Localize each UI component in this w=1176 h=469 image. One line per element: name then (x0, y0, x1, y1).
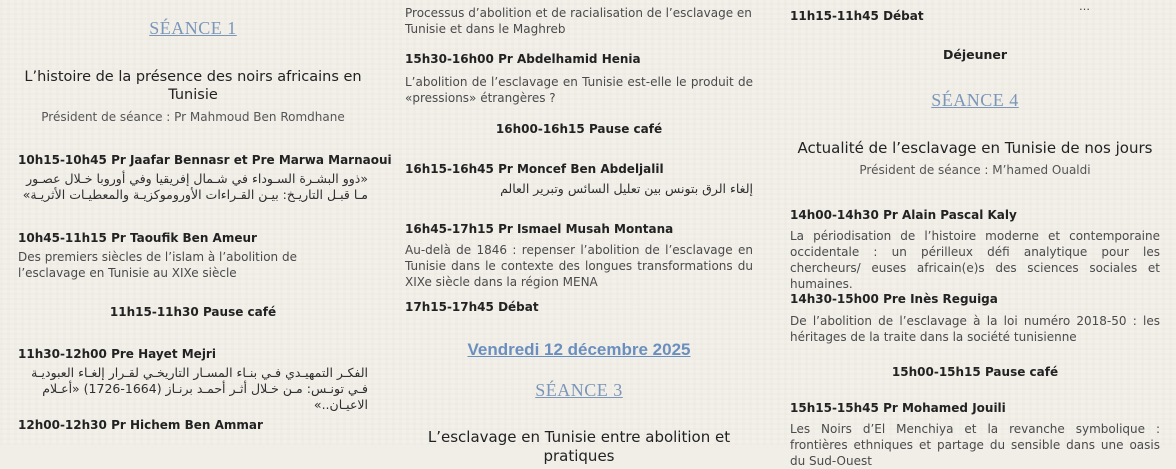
day-heading: Vendredi 12 décembre 2025 (467, 340, 691, 359)
debate-slot (405, 300, 753, 314)
talk-slot (405, 222, 753, 236)
talk-time: 11h30-12h00 (18, 347, 107, 361)
coffee-break (405, 122, 753, 136)
seance-4-title: Actualité de l’esclavage en Tunisie de nos jours (797, 139, 1153, 157)
talk-title: De l’abolition de l’esclavage à la loi numéro 2018-50 : les héritages de la traite dans la société tunisienne (790, 314, 1160, 344)
talk-slot (405, 162, 753, 176)
seance-3-heading: SÉANCE 3 (535, 380, 623, 400)
debate-time: 17h15-17h45 (405, 300, 494, 314)
talk-time: 10h45-11h15 (18, 231, 107, 245)
arabic-text-fragment: … (1079, 0, 1090, 13)
talk-title: Les Noirs d’El Menchiya et la revanche symbolique : frontières ethniques et partage du sensible dans une oasis du Sud-Ouest (790, 422, 1160, 468)
lunch-break: Déjeuner (942, 47, 1008, 62)
break-time: 16h00-16h15 (495, 122, 585, 136)
break-time: 15h00-15h15 (891, 365, 981, 379)
talk-speaker: Pr Hichem Ben Ammar (111, 418, 263, 432)
talk-speaker: Pr Ismael Musah Montana (498, 222, 674, 236)
talk-time: 15h15-15h45 (790, 401, 879, 415)
debate-time: 11h15-11h45 (790, 9, 879, 23)
talk-slot (18, 347, 368, 361)
talk-speaker: Pr Abdelhamid Henia (498, 52, 641, 66)
talk-speaker: Pr Alain Pascal Kaly (883, 208, 1017, 222)
talk-time: 15h30-16h00 (405, 52, 494, 66)
program-column-middle (405, 0, 753, 465)
talk-speaker: Pr Mohamed Jouili (883, 401, 1006, 415)
seance-1-title: L’histoire de la présence des noirs africains en Tunisie (24, 69, 362, 103)
talk-slot (405, 52, 753, 66)
break-label: Pause café (588, 122, 663, 136)
talk-time: 16h45-17h15 (405, 222, 494, 236)
talk-slot (18, 153, 392, 167)
debate-slot (790, 9, 1160, 23)
talk-title: Des premiers siècles de l’islam à l’abolition de l’esclavage en Tunisie au XIXe siècle (18, 250, 297, 280)
break-time: 11h15-11h30 (109, 305, 199, 319)
talk-slot (790, 208, 1160, 222)
talk-speaker: Pr Taoufik Ben Ameur (111, 231, 257, 245)
program-column-right (790, 0, 1160, 468)
talk-title-arabic: الفكـر التمهيـدي فـي بنـاء المسـار التاريخـي لقـرار إلغـاء العبوديـة فـي تونـس: مـن خـلال أثـر أحمـد برنـاز (1664-1726) «أعـلام الاعيـان..» (31, 365, 368, 412)
talk-title: Au-delà de 1846 : repenser l’abolition de l’esclavage en Tunisie dans le contexte des longues transformations du XIXe siècle dans la région MENA (405, 243, 753, 289)
talk-time: 16h15-16h45 (405, 162, 494, 176)
talk-title: Processus d’abolition et de racialisation de l’esclavage en Tunisie et dans le Maghreb (405, 6, 752, 36)
seance-4-heading: SÉANCE 4 (931, 90, 1019, 110)
talk-title-arabic: إلغاء الرق بتونس بين تعليل السائس وتبرير العالم (500, 181, 753, 196)
talk-time: 14h30-15h00 (790, 292, 879, 306)
talk-title: La périodisation de l’histoire moderne et contemporaine occidentale : un périlleux défi analytique pour les chercheurs/ euses africain(e)s des sciences sociales et humaines. (790, 229, 1160, 291)
coffee-break (790, 365, 1160, 379)
break-label: Pause café (202, 305, 277, 319)
seance-4-president: Président de séance : M’hamed Oualdi (859, 163, 1091, 177)
talk-speaker: Pr Jaafar Bennasr et Pre Marwa Marnaoui (111, 153, 392, 167)
talk-title: L’abolition de l’esclavage en Tunisie est-elle le produit de «pressions» étrangères ? (405, 75, 753, 105)
talk-slot (18, 418, 368, 432)
talk-time: 12h00-12h30 (18, 418, 107, 432)
talk-slot (790, 401, 1160, 415)
break-label: Pause café (984, 365, 1059, 379)
seance-1-heading: SÉANCE 1 (149, 18, 237, 38)
talk-slot (790, 292, 1160, 306)
coffee-break (18, 305, 368, 319)
debate-label: Débat (883, 9, 924, 23)
talk-title-arabic: «ذوو البشـرة السـوداء في شـمال إفريقيا وفي أوروبا خـلال عصـور مـا قبـل التاريـخ: بيـن القـراءات الأوروموكزيـة والمعطيـات الأثريـة» (22, 171, 368, 202)
seance-1-president: Président de séance : Pr Mahmoud Ben Romdhane (41, 110, 345, 124)
talk-time: 14h00-14h30 (790, 208, 879, 222)
program-column-left (18, 0, 392, 445)
talk-speaker: Pre Inès Reguiga (883, 292, 998, 306)
seance-3-title: L’esclavage en Tunisie entre abolition et pratiques (427, 428, 731, 465)
talk-speaker: Pr Moncef Ben Abdeljalil (498, 162, 664, 176)
debate-label: Débat (498, 300, 539, 314)
talk-slot (18, 231, 368, 245)
talk-speaker: Pre Hayet Mejri (111, 347, 216, 361)
talk-time: 10h15-10h45 (18, 153, 107, 167)
